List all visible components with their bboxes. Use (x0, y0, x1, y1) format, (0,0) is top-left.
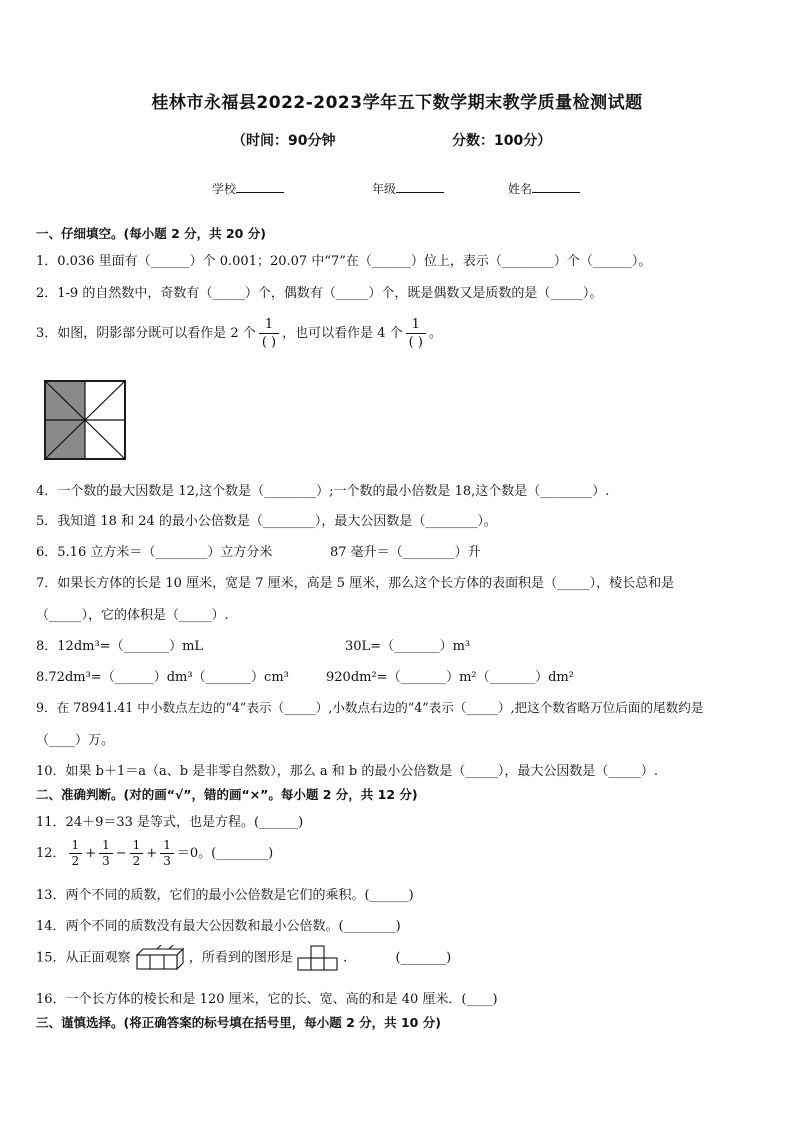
q12-op1: + (85, 846, 97, 861)
grade-field (372, 180, 444, 197)
question-5: 5．我知道 18 和 24 的最小公倍数是（________），最大公因数是（________）。 (36, 514, 497, 529)
q12-f2-num: 1 (99, 838, 113, 854)
question-14: 14．两个不同的质数没有最大公因数和最小公倍数。(________) (36, 919, 401, 934)
section1-title: 一、仔细填空。(每小题 2 分，共 20 分) (36, 226, 266, 241)
question-9a: 9．在 78941.41 中小数点左边的“4”表示（_____）,小数点右边的“4”表示（_____）,把这个数省略万位后面的尾数约是 (36, 700, 704, 715)
question-12 (36, 838, 273, 869)
shaded-square-figure (44, 380, 126, 460)
name-blank[interactable] (532, 180, 580, 193)
q12-label: 12． (36, 846, 66, 861)
section3-title: 三、谨慎选择。(将正确答案的标号填在括号里，每小题 2 分，共 10 分) (36, 1015, 441, 1030)
q15-text-mid: ，所看到的图形是 (188, 950, 293, 966)
q15-dot: . (343, 950, 348, 966)
question-11: 11．24＋9＝33 是等式，也是方程。(______) (36, 815, 304, 830)
question-8b-right: 920dm²=（_______）m²（_______）dm² (326, 670, 574, 685)
q12-fraction-1 (69, 838, 83, 869)
front-view-figure (297, 945, 339, 971)
school-label: 学校 (212, 182, 237, 196)
q3-text-end: 。 (428, 326, 442, 341)
q3-frac1-num: 1 (259, 316, 279, 334)
school-blank[interactable] (236, 180, 284, 193)
question-9b: （____）万。 (36, 733, 115, 748)
q12-f2-den: 3 (102, 854, 110, 868)
cube-stack-3d-figure (135, 945, 185, 971)
question-6b: 87 毫升＝（________）升 (330, 545, 481, 560)
question-7a: 7．如果长方体的长是 10 厘米，宽是 7 厘米，高是 5 厘米，那么这个长方体的表面积是（_____），棱长总和是 (36, 576, 675, 591)
question-1: 1．0.036 里面有（______）个 0.001；20.07 中“7”在（______）位上，表示（________）个（______）。 (36, 254, 652, 269)
section2-title: 二、准确判断。(对的画“√”，错的画“×”。每小题 2 分，共 12 分) (36, 787, 418, 802)
question-8b-left: 8.72dm³=（______）dm³（_______）cm³ (36, 670, 289, 685)
q3-frac1-den: ( ) (261, 335, 277, 350)
name-field (508, 180, 580, 197)
question-2: 2．1-9 的自然数中，奇数有（_____）个，偶数有（_____）个，既是偶数又是质数的是（_____）。 (36, 286, 603, 301)
question-3 (36, 316, 442, 351)
question-10: 10．如果 b＋1＝a（a、b 是非零自然数），那么 a 和 b 的最小公倍数是（_____），最大公因数是（_____）. (36, 764, 658, 779)
question-15 (36, 945, 451, 971)
q12-op3: + (146, 846, 158, 861)
q12-f1-den: 2 (71, 854, 80, 868)
q15-text-pre: 15．从正面观察 (36, 950, 131, 966)
score-label: 分数：100分） (452, 133, 552, 149)
question-6a: 6．5.16 立方米＝（________）立方分米 (36, 545, 273, 560)
q3-fraction-2 (406, 316, 426, 351)
q12-tail: ＝0。(________) (176, 846, 274, 861)
q12-op2: − (115, 846, 127, 861)
grade-label: 年级 (372, 182, 397, 196)
q3-frac2-den: ( ) (408, 335, 423, 350)
grade-blank[interactable] (396, 180, 444, 193)
q12-f4-den: 3 (163, 854, 171, 868)
q12-f1-num: 1 (69, 838, 83, 854)
q12-fraction-2 (99, 838, 113, 869)
q12-f3-num: 1 (130, 838, 144, 854)
q3-frac2-num: 1 (406, 316, 426, 334)
name-label: 姓名 (508, 182, 533, 196)
q3-text-mid: ，也可以看作是 4 个 (282, 326, 403, 341)
q12-f3-den: 2 (132, 854, 141, 868)
q3-text-pre: 3．如图，阴影部分既可以看作是 2 个 (36, 326, 256, 341)
question-16: 16．一个长方体的棱长和是 120 厘米，它的长、宽、高的和是 40 厘米．(____) (36, 992, 498, 1007)
question-13: 13．两个不同的质数，它们的最小公倍数是它们的乘积。(______) (36, 888, 414, 903)
q12-f4-num: 1 (160, 838, 174, 854)
q15-answer-blank: (_______) (395, 950, 452, 966)
question-4: 4．一个数的最大因数是 12,这个数是（________）;一个数的最小倍数是 18,这个数是（________）. (36, 484, 610, 499)
school-field (212, 180, 284, 197)
q3-fraction-1 (259, 316, 279, 351)
page-title: 桂林市永福县2022-2023学年五下数学期末教学质量检测试题 (151, 93, 643, 113)
time-label: （时间：90分钟 (232, 133, 336, 149)
question-8a-right: 30L=（_______）m³ (345, 639, 471, 654)
question-7b: （_____），它的体积是（_____）. (36, 608, 229, 623)
q12-fraction-3 (130, 838, 144, 869)
question-8a-left: 8．12dm³=（_______）mL (36, 639, 204, 654)
q12-fraction-4 (160, 838, 174, 869)
